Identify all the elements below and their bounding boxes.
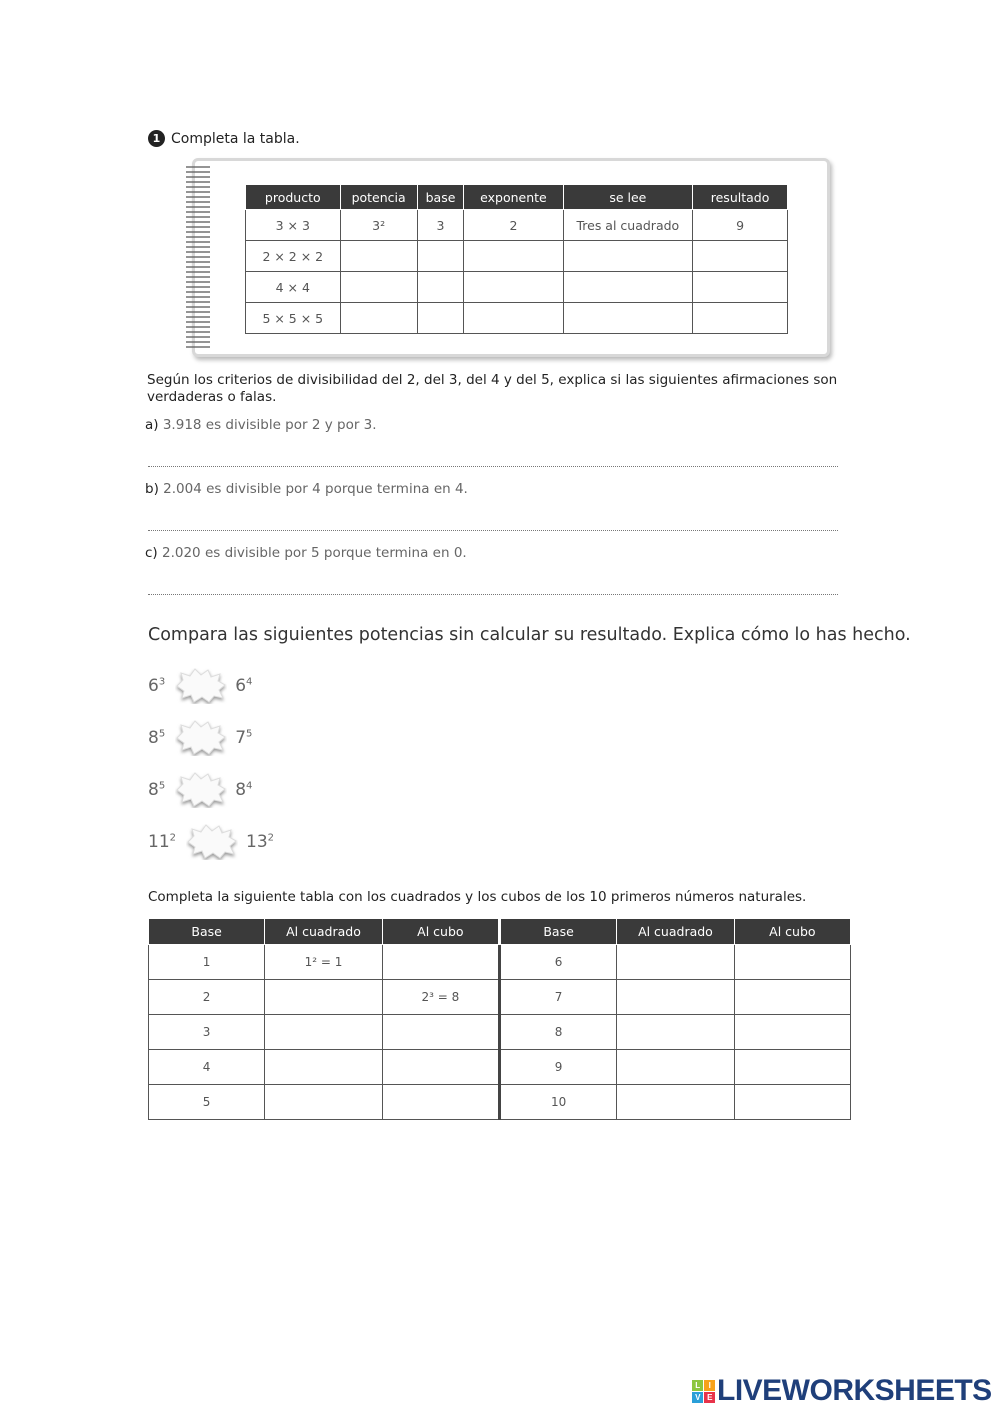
item-label: a)	[145, 417, 159, 433]
answer-line[interactable]	[148, 594, 838, 595]
answer-cell[interactable]	[382, 945, 499, 980]
answer-cell[interactable]	[617, 1015, 734, 1050]
table-cell: 2	[464, 210, 563, 241]
answer-cell[interactable]	[382, 1015, 499, 1050]
logo-tile: E	[704, 1392, 715, 1403]
answer-burst-icon[interactable]	[175, 668, 227, 704]
header-cell: exponente	[464, 185, 563, 210]
answer-cell[interactable]	[734, 1085, 850, 1120]
right-power: $7^5$	[235, 728, 253, 748]
table-cell: 6	[499, 945, 616, 980]
header-cell: Al cubo	[382, 919, 499, 945]
compare-row	[148, 720, 252, 756]
answer-cell[interactable]	[617, 1050, 734, 1085]
table-cell: 2	[149, 980, 265, 1015]
spiral-binding-icon	[186, 166, 210, 350]
table-row	[149, 1085, 851, 1120]
answer-burst-icon[interactable]	[175, 720, 227, 756]
header-cell: Al cuadrado	[265, 919, 382, 945]
answer-cell[interactable]	[617, 1085, 734, 1120]
exercise1-heading	[148, 130, 300, 147]
answer-cell[interactable]	[693, 303, 788, 334]
answer-cell[interactable]	[340, 241, 417, 272]
table-cell: 4	[149, 1050, 265, 1085]
right-power: $8^4$	[235, 780, 253, 800]
header-cell: resultado	[693, 185, 788, 210]
answer-cell[interactable]	[734, 945, 850, 980]
table-cell: 4 × 4	[246, 272, 341, 303]
answer-cell[interactable]	[265, 1085, 382, 1120]
compare-title: Compara las siguientes potencias sin calcular su resultado. Explica cómo lo has hecho.	[148, 625, 911, 645]
exercise-number: 1	[148, 130, 165, 147]
answer-line[interactable]	[148, 530, 838, 531]
compare-row	[148, 668, 252, 704]
item-label: c)	[145, 545, 158, 561]
squares-cubes-table	[148, 919, 851, 1120]
answer-cell[interactable]	[382, 1050, 499, 1085]
divisibility-question: Según los criterios de divisibilidad del 2, del 3, del 4 y del 5, explica si las siguientes afirmaciones son verdaderas o falas.	[147, 372, 838, 405]
answer-cell[interactable]	[563, 303, 693, 334]
answer-cell[interactable]	[734, 980, 850, 1015]
left-power: $6^3$	[148, 676, 166, 696]
answer-cell[interactable]	[563, 272, 693, 303]
compare-row	[148, 772, 252, 808]
table-cell: 9	[499, 1050, 616, 1085]
table-cell: 3 × 3	[246, 210, 341, 241]
item-text: 3.918 es divisible por 2 y por 3.	[162, 417, 377, 433]
logo-text: LIVEWORKSHEETS	[717, 1374, 992, 1407]
answer-cell[interactable]	[563, 241, 693, 272]
answer-line[interactable]	[148, 466, 838, 467]
item-label: b)	[145, 481, 159, 497]
table-row	[149, 1015, 851, 1050]
answer-cell[interactable]	[417, 303, 464, 334]
header-cell: Al cubo	[734, 919, 850, 945]
item-text: 2.020 es divisible por 5 porque termina en 0.	[162, 545, 467, 561]
answer-cell[interactable]	[417, 272, 464, 303]
item-text: 2.004 es divisible por 4 porque termina en 4.	[163, 481, 468, 497]
statement-item	[145, 545, 467, 561]
answer-cell[interactable]	[617, 945, 734, 980]
header-cell: Base	[499, 919, 616, 945]
table-row	[246, 303, 788, 334]
squares-title: Completa la siguiente tabla con los cuadrados y los cubos de los 10 primeros números naturales.	[148, 889, 807, 905]
answer-burst-icon[interactable]	[175, 772, 227, 808]
answer-cell[interactable]	[340, 303, 417, 334]
compare-row	[148, 824, 274, 860]
table-cell: 8	[499, 1015, 616, 1050]
answer-cell[interactable]	[693, 272, 788, 303]
left-power: $11^2$	[148, 832, 177, 852]
logo-tile: V	[692, 1392, 703, 1403]
table-cell: 3	[149, 1015, 265, 1050]
answer-cell[interactable]	[265, 1015, 382, 1050]
table-cell: 10	[499, 1085, 616, 1120]
exercise1-title: Completa la tabla.	[171, 130, 300, 147]
table-cell: 9	[693, 210, 788, 241]
table-cell: 2 × 2 × 2	[246, 241, 341, 272]
table-row	[246, 272, 788, 303]
table-row	[246, 241, 788, 272]
header-cell: base	[417, 185, 464, 210]
table-row	[149, 945, 851, 980]
table-row	[149, 1050, 851, 1085]
table-cell: 3²	[340, 210, 417, 241]
answer-cell[interactable]	[464, 303, 563, 334]
table-cell: 3	[417, 210, 464, 241]
left-power: $8^5$	[148, 780, 166, 800]
right-power: $13^2$	[246, 832, 275, 852]
answer-burst-icon[interactable]	[186, 824, 238, 860]
answer-cell[interactable]	[340, 272, 417, 303]
answer-cell[interactable]	[617, 980, 734, 1015]
liveworksheets-logo	[692, 1374, 992, 1408]
answer-cell[interactable]	[417, 241, 464, 272]
logo-tile: I	[704, 1380, 715, 1391]
answer-cell[interactable]	[464, 241, 563, 272]
header-cell: se lee	[563, 185, 693, 210]
header-cell: potencia	[340, 185, 417, 210]
table-cell: 2³ = 8	[382, 980, 499, 1015]
statement-item	[145, 481, 468, 497]
answer-cell[interactable]	[382, 1085, 499, 1120]
table-row	[149, 980, 851, 1015]
header-cell: Al cuadrado	[617, 919, 734, 945]
answer-cell[interactable]	[693, 241, 788, 272]
statement-item	[145, 417, 377, 433]
header-cell: producto	[246, 185, 341, 210]
answer-cell[interactable]	[265, 980, 382, 1015]
table-cell: 5 × 5 × 5	[246, 303, 341, 334]
answer-cell[interactable]	[734, 1015, 850, 1050]
table-cell: 1	[149, 945, 265, 980]
left-power: $8^5$	[148, 728, 166, 748]
table-cell: 7	[499, 980, 616, 1015]
right-power: $6^4$	[235, 676, 253, 696]
answer-cell[interactable]	[734, 1050, 850, 1085]
logo-tile: L	[692, 1380, 703, 1391]
header-cell: Base	[149, 919, 265, 945]
powers-table	[245, 185, 788, 334]
table-cell: 5	[149, 1085, 265, 1120]
table-cell: 1² = 1	[265, 945, 382, 980]
table-row	[246, 210, 788, 241]
answer-cell[interactable]	[464, 272, 563, 303]
answer-cell[interactable]	[265, 1050, 382, 1085]
table-cell: Tres al cuadrado	[563, 210, 693, 241]
